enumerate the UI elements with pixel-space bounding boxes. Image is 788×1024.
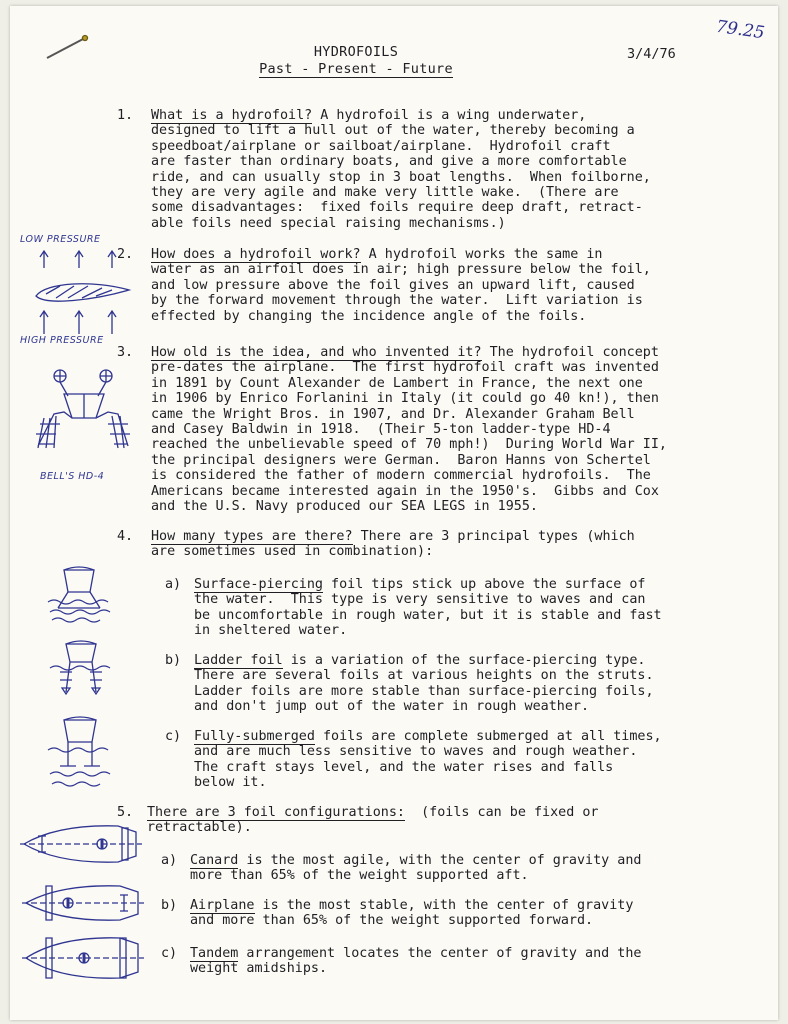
section-3-line: and Casey Baldwin in 1918. (Their 5-ton ladder-type HD-4: [151, 422, 611, 438]
section-1-text: [151, 108, 651, 231]
section-4-text: [151, 529, 635, 560]
type-c-text: [194, 729, 662, 791]
type-c-line: The craft stays level, and the water rises and falls: [194, 759, 614, 775]
section-1-line: they are very agile and make very little wake. (There are: [151, 185, 619, 201]
section-3-line: pre-dates the airplane. The first hydrofoil craft was invented: [151, 360, 659, 376]
document-title: HYDROFOILS: [313, 44, 399, 60]
section-2-line: and low pressure above the foil gives an upward lift, caused: [151, 277, 635, 293]
section-4-number: 4.: [117, 529, 134, 544]
bells-hd4-label: BELL'S HD-4: [40, 471, 105, 482]
section-1-line: some disadvantages: fixed foils require deep draft, retract-: [151, 200, 643, 216]
section-3-line: The hydrofoil concept: [481, 345, 659, 360]
section-5-question: There are 3 foil configurations:: [147, 805, 405, 820]
section-1-number: 1.: [117, 108, 134, 123]
config-c-text: [190, 946, 641, 977]
type-c-term: Fully-submerged: [194, 729, 315, 744]
type-b-line: and don't jump out of the water in rough weather.: [194, 699, 590, 715]
section-1-line: A hydrofoil is a wing underwater,: [312, 108, 587, 123]
document-page: [10, 6, 778, 1020]
type-b-term: Ladder foil: [194, 653, 283, 668]
canard-configuration-sketch-icon: [18, 818, 146, 870]
section-5-line: (foils can be fixed or: [404, 805, 599, 820]
type-a-text: [194, 577, 662, 639]
document-subtitle-text: Past - Present - Future: [259, 61, 453, 77]
type-b-line: There are several foils at various heights on the struts.: [194, 668, 654, 684]
low-pressure-label: LOW PRESSURE: [20, 234, 101, 245]
handwritten-page-note: 79.25: [714, 16, 766, 44]
config-b-line: and more than 65% of the weight supported forward.: [190, 913, 594, 929]
type-b-text: [194, 653, 654, 715]
config-b-line: is the most stable, with the center of gravity: [254, 898, 634, 913]
config-a-line: more than 65% of the weight supported aft.: [190, 868, 529, 884]
config-a-line: is the most agile, with the center of gravity and: [238, 853, 642, 868]
section-3-question: How old is the idea, and who invented it?: [151, 345, 482, 360]
document-date: 3/4/76: [627, 46, 676, 62]
config-b-text: [190, 898, 633, 929]
section-3-line: is considered the father of modern commercial hydrofoils. The: [151, 468, 651, 484]
section-3-line: in 1906 by Enrico Forlanini in Italy (it could go 40 kn!), then: [151, 391, 659, 407]
config-b-term: Airplane: [190, 898, 255, 913]
section-3-text: [151, 345, 667, 514]
section-2-text: [151, 247, 651, 324]
type-a-term: Surface-piercing: [194, 577, 323, 592]
type-b-line: is a variation of the surface-piercing type.: [282, 653, 646, 668]
section-4-line: are sometimes used in combination):: [151, 544, 434, 560]
type-a-line: the water. This type is very sensitive to waves and can: [194, 592, 646, 608]
high-pressure-label: HIGH PRESSURE: [20, 335, 104, 346]
config-a-term: Canard: [190, 853, 239, 868]
config-c-line: arrangement locates the center of gravity and the: [238, 946, 642, 961]
section-2-question: How does a hydrofoil work?: [151, 247, 361, 262]
type-b-marker: b): [165, 653, 182, 668]
section-3-line: and the U.S. Navy produced our SEA LEGS in 1955.: [151, 499, 538, 515]
bells-hd4-sketch-icon: [24, 358, 134, 458]
section-4-question: How many types are there?: [151, 529, 353, 544]
section-1-line: speedboat/airplane or sailboat/airplane. Hydrofoil craft: [151, 138, 611, 154]
type-a-line: be uncomfortable in rough water, but it is stable and fast: [194, 607, 662, 623]
document-subtitle: [0, 61, 740, 77]
type-c-marker: c): [165, 729, 182, 744]
config-b-marker: b): [161, 898, 178, 913]
config-c-marker: c): [161, 946, 178, 961]
config-a-text: [190, 853, 641, 884]
type-b-line: Ladder foils are more stable than surface-piercing foils,: [194, 683, 654, 699]
ladder-foil-sketch-icon: [46, 638, 116, 696]
type-a-line: in sheltered water.: [194, 623, 348, 639]
section-3-line: the principal designers were German. Baron Hanns von Schertel: [151, 452, 651, 468]
type-a-marker: a): [165, 577, 182, 592]
section-3-line: in 1891 by Count Alexander de Lambert in France, the next one: [151, 375, 643, 391]
section-5-text: [147, 805, 598, 836]
section-2-line: effected by changing the incidence angle of the foils.: [151, 308, 587, 324]
config-c-line: weight amidships.: [190, 961, 328, 977]
section-2-number: 2.: [117, 247, 134, 262]
section-3-number: 3.: [117, 345, 134, 360]
section-1-line: able foils need special raising mechanisms.): [151, 215, 506, 231]
type-c-line: and are much less sensitive to waves and rough weather.: [194, 744, 638, 760]
section-1-line: ride, and can usually stop in 3 boat lengths. When foilborne,: [151, 169, 651, 185]
section-1-line: designed to lift a hull out of the water, thereby becoming a: [151, 123, 635, 139]
section-2-line: by the forward movement through the water. Lift variation is: [151, 293, 643, 309]
type-c-line: foils are complete submerged at all times,: [314, 729, 662, 744]
section-2-line: water as an airfoil does in air; high pressure below the foil,: [151, 262, 651, 278]
section-4-line: There are 3 principal types (which: [352, 529, 635, 544]
fully-submerged-sketch-icon: [44, 714, 116, 788]
section-1-question: What is a hydrofoil?: [151, 108, 313, 123]
section-3-line: came the Wright Bros. in 1907, and Dr. Alexander Graham Bell: [151, 406, 635, 422]
section-5-line: retractable).: [147, 820, 252, 836]
type-a-line: foil tips stick up above the surface of: [323, 577, 646, 592]
section-5-number: 5.: [117, 805, 134, 820]
surface-piercing-sketch-icon: [44, 562, 114, 624]
type-c-line: below it.: [194, 775, 267, 791]
section-2-line: A hydrofoil works the same in: [360, 247, 603, 262]
airplane-configuration-sketch-icon: [20, 878, 148, 928]
section-3-line: Americans became interested again in the 1950's. Gibbs and Cox: [151, 483, 659, 499]
config-c-term: Tandem: [190, 946, 239, 961]
section-3-line: reached the unbelievable speed of 70 mph!) During World War II,: [151, 437, 667, 453]
tandem-configuration-sketch-icon: [20, 928, 148, 988]
section-1-line: are faster than ordinary boats, and give a more comfortable: [151, 154, 627, 170]
config-a-marker: a): [161, 853, 178, 868]
